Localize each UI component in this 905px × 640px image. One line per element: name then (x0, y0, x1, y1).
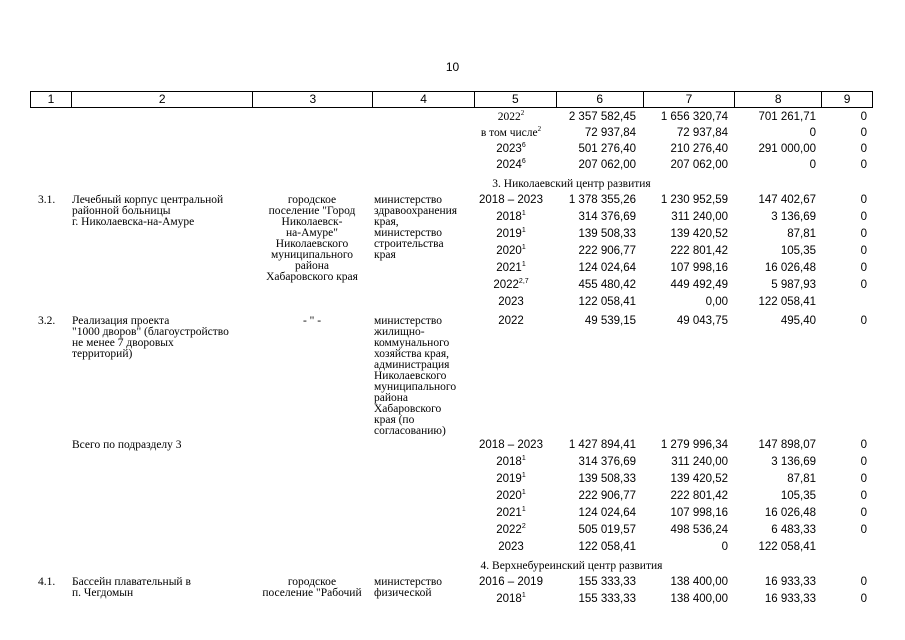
item-customer: министерство здравоохранения края, министерство строительства края (374, 194, 458, 261)
year-cell: 2018$^1$ (496, 592, 526, 605)
table-row (30, 576, 873, 593)
amount-local-cell: 3 136,69 (771, 211, 816, 223)
amount-total-cell: 455 480,42 (578, 279, 636, 291)
table-row (30, 524, 873, 541)
item-location: городское поселение "Город Николаевск- на-Амуре" Николаевского муниципального района Хабаровского края (266, 194, 358, 283)
header-col-5: 5 (474, 92, 556, 107)
section-heading: 3. Николаевский центр развития (492, 178, 651, 190)
amount-local-cell: 16 933,33 (764, 576, 816, 588)
amount-local-cell: 291 000,00 (758, 143, 816, 155)
amount-local-cell: 122 058,41 (758, 296, 816, 308)
table-row (30, 111, 873, 128)
section-heading: 4. Верхнебуреинский центр развития (480, 560, 663, 572)
amount-total-cell: 72 937,84 (584, 127, 636, 139)
amount-local-cell: 105,35 (780, 490, 816, 502)
year-cell: в том числе$^2$ (480, 125, 542, 139)
table-row (30, 541, 873, 558)
header-col-8: 8 (734, 92, 821, 107)
amount-regional-cell: 222 801,42 (670, 245, 728, 257)
amount-other-cell: 0 (860, 111, 867, 123)
amount-total-cell: 2 357 582,45 (568, 111, 636, 123)
table-row (30, 279, 873, 296)
table-row (30, 262, 873, 279)
table-header-row (30, 91, 873, 108)
table-row (30, 439, 873, 456)
amount-total-cell: 155 333,33 (578, 576, 636, 588)
year-cell: 2018$^1$ (496, 455, 526, 468)
amount-total-cell: 222 906,77 (578, 490, 636, 502)
year-cell: 2021$^1$ (496, 506, 526, 519)
year-cell: 2022$^{2,7}$ (493, 278, 529, 291)
amount-local-cell: 495,40 (780, 315, 816, 327)
amount-regional-cell: 311 240,00 (671, 456, 728, 468)
item-location: городское поселение "Рабочий (262, 576, 362, 599)
amount-other-cell: 0 (860, 576, 867, 588)
amount-other-cell: 0 (860, 279, 867, 291)
table-row (30, 228, 873, 245)
table-row (30, 315, 873, 332)
amount-total-cell: 155 333,33 (578, 593, 636, 605)
amount-regional-cell: 139 420,52 (670, 228, 728, 240)
amount-regional-cell: 138 400,00 (670, 576, 728, 588)
amount-other-cell: 0 (860, 524, 867, 536)
amount-regional-cell: 72 937,84 (676, 127, 728, 139)
amount-total-cell: 49 539,15 (584, 315, 636, 327)
amount-regional-cell: 311 240,00 (671, 211, 728, 223)
year-cell: 2022 (498, 315, 524, 327)
amount-local-cell: 16 026,48 (764, 507, 816, 519)
table-row (30, 473, 873, 490)
amount-total-cell: 207 062,00 (578, 159, 636, 171)
year-cell: 2018$^1$ (496, 210, 526, 223)
table-row (30, 507, 873, 524)
year-cell: 2023 (498, 296, 524, 308)
amount-total-cell: 139 508,33 (578, 228, 636, 240)
amount-other-cell: 0 (860, 456, 867, 468)
amount-regional-cell: 498 536,24 (670, 524, 728, 536)
amount-other-cell: 0 (860, 211, 867, 223)
amount-other-cell: 0 (860, 143, 867, 155)
header-col-1: 1 (47, 92, 55, 106)
table-row (30, 143, 873, 160)
year-cell: 2024$^6$ (496, 158, 526, 171)
amount-other-cell: 0 (860, 262, 867, 274)
amount-total-cell: 222 906,77 (578, 245, 636, 257)
amount-regional-cell: 1 230 952,59 (660, 194, 728, 206)
header-col-2: 2 (71, 92, 253, 107)
page-number: 10 (445, 60, 460, 74)
amount-other-cell: 0 (860, 490, 867, 502)
table-row (30, 194, 873, 211)
year-cell: 2018 – 2023 (479, 194, 543, 206)
subtotal-label: Всего по подразделу 3 (72, 439, 182, 451)
amount-total-cell: 124 024,64 (578, 507, 636, 519)
year-cell: 2019$^1$ (496, 227, 526, 240)
amount-regional-cell: 107 998,16 (670, 262, 728, 274)
amount-regional-cell: 207 062,00 (670, 159, 728, 171)
item-number: 3.1. (38, 194, 56, 206)
amount-local-cell: 3 136,69 (771, 456, 816, 468)
amount-regional-cell: 0 (721, 541, 728, 553)
amount-regional-cell: 222 801,42 (670, 490, 728, 502)
amount-total-cell: 122 058,41 (578, 541, 636, 553)
header-col-7: 7 (643, 92, 735, 107)
amount-local-cell: 6 483,33 (771, 524, 816, 536)
amount-other-cell: 0 (860, 228, 867, 240)
amount-regional-cell: 49 043,75 (676, 315, 728, 327)
amount-local-cell: 0 (809, 127, 816, 139)
amount-other-cell: 0 (860, 159, 867, 171)
amount-local-cell: 16 026,48 (764, 262, 816, 274)
amount-regional-cell: 107 998,16 (670, 507, 728, 519)
amount-regional-cell: 139 420,52 (670, 473, 728, 485)
amount-local-cell: 122 058,41 (758, 541, 816, 553)
amount-total-cell: 1 427 894,41 (568, 439, 636, 451)
year-cell: 2020$^1$ (496, 489, 526, 502)
table-row (30, 456, 873, 473)
amount-total-cell: 314 376,69 (578, 211, 636, 223)
table-row (30, 490, 873, 507)
amount-regional-cell: 1 279 996,34 (660, 439, 728, 451)
amount-total-cell: 122 058,41 (578, 296, 636, 308)
amount-other-cell: 0 (860, 245, 867, 257)
amount-local-cell: 87,81 (787, 473, 816, 485)
amount-total-cell: 501 276,40 (578, 143, 636, 155)
amount-total-cell: 124 024,64 (578, 262, 636, 274)
table-body (30, 108, 873, 640)
amount-other-cell: 0 (860, 315, 867, 327)
item-customer: министерство жилищно- коммунального хозяйства края, администрация Николаевского муниципального района Хабаровского края (по согласованию) (374, 315, 457, 437)
amount-local-cell: 147 402,67 (758, 194, 816, 206)
header-col-4: 4 (372, 92, 474, 107)
year-cell: 2023$^6$ (496, 142, 526, 155)
amount-other-cell: 0 (860, 194, 867, 206)
table-row (30, 296, 873, 313)
amount-regional-cell: 138 400,00 (670, 593, 728, 605)
amount-regional-cell: 0,00 (705, 296, 728, 308)
year-cell: 2016 – 2019 (479, 576, 543, 588)
year-cell: 2019$^1$ (496, 472, 526, 485)
table-row (30, 159, 873, 176)
amount-total-cell: 314 376,69 (578, 456, 636, 468)
year-cell: 2021$^1$ (496, 261, 526, 274)
amount-regional-cell: 210 276,40 (670, 143, 728, 155)
year-cell: 2020$^1$ (496, 244, 526, 257)
item-location: - " - (302, 315, 322, 327)
year-cell: 2022$^2$ (496, 523, 526, 536)
amount-total-cell: 505 019,57 (578, 524, 636, 536)
amount-regional-cell: 449 492,49 (670, 279, 728, 291)
amount-other-cell: 0 (860, 127, 867, 139)
item-name: Бассейн плавательный в п. Чегдомын (72, 576, 191, 599)
amount-other-cell: 0 (860, 593, 867, 605)
amount-local-cell: 0 (809, 159, 816, 171)
amount-other-cell: 0 (860, 473, 867, 485)
amount-total-cell: 1 378 355,26 (568, 194, 636, 206)
financing-table (30, 91, 873, 640)
amount-other-cell: 0 (860, 507, 867, 519)
table-row (30, 593, 873, 610)
amount-local-cell: 105,35 (780, 245, 816, 257)
header-col-3: 3 (252, 92, 372, 107)
item-number: 4.1. (38, 576, 56, 588)
year-cell: 2022$^2$ (497, 109, 525, 123)
table-row (30, 211, 873, 228)
header-col-6: 6 (556, 92, 643, 107)
amount-other-cell: 0 (860, 439, 867, 451)
year-cell: 2018 – 2023 (479, 439, 543, 451)
amount-local-cell: 147 898,07 (758, 439, 816, 451)
amount-local-cell: 87,81 (787, 228, 816, 240)
amount-total-cell: 139 508,33 (578, 473, 636, 485)
amount-local-cell: 16 933,33 (764, 593, 816, 605)
year-cell: 2023 (498, 541, 524, 553)
amount-local-cell: 5 987,93 (771, 279, 816, 291)
amount-local-cell: 701 261,71 (758, 111, 816, 123)
item-name: Реализация проекта "1000 дворов" (благоустройство не менее 7 дворовых территорий) (72, 315, 229, 360)
header-col-9: 9 (821, 92, 872, 107)
item-name: Лечебный корпус центральной районной больницы г. Николаевска-на-Амуре (72, 194, 224, 228)
item-number: 3.2. (38, 315, 56, 327)
item-customer: министерство физической (374, 576, 442, 599)
table-row (30, 127, 873, 144)
table-row (30, 245, 873, 262)
amount-regional-cell: 1 656 320,74 (660, 111, 728, 123)
